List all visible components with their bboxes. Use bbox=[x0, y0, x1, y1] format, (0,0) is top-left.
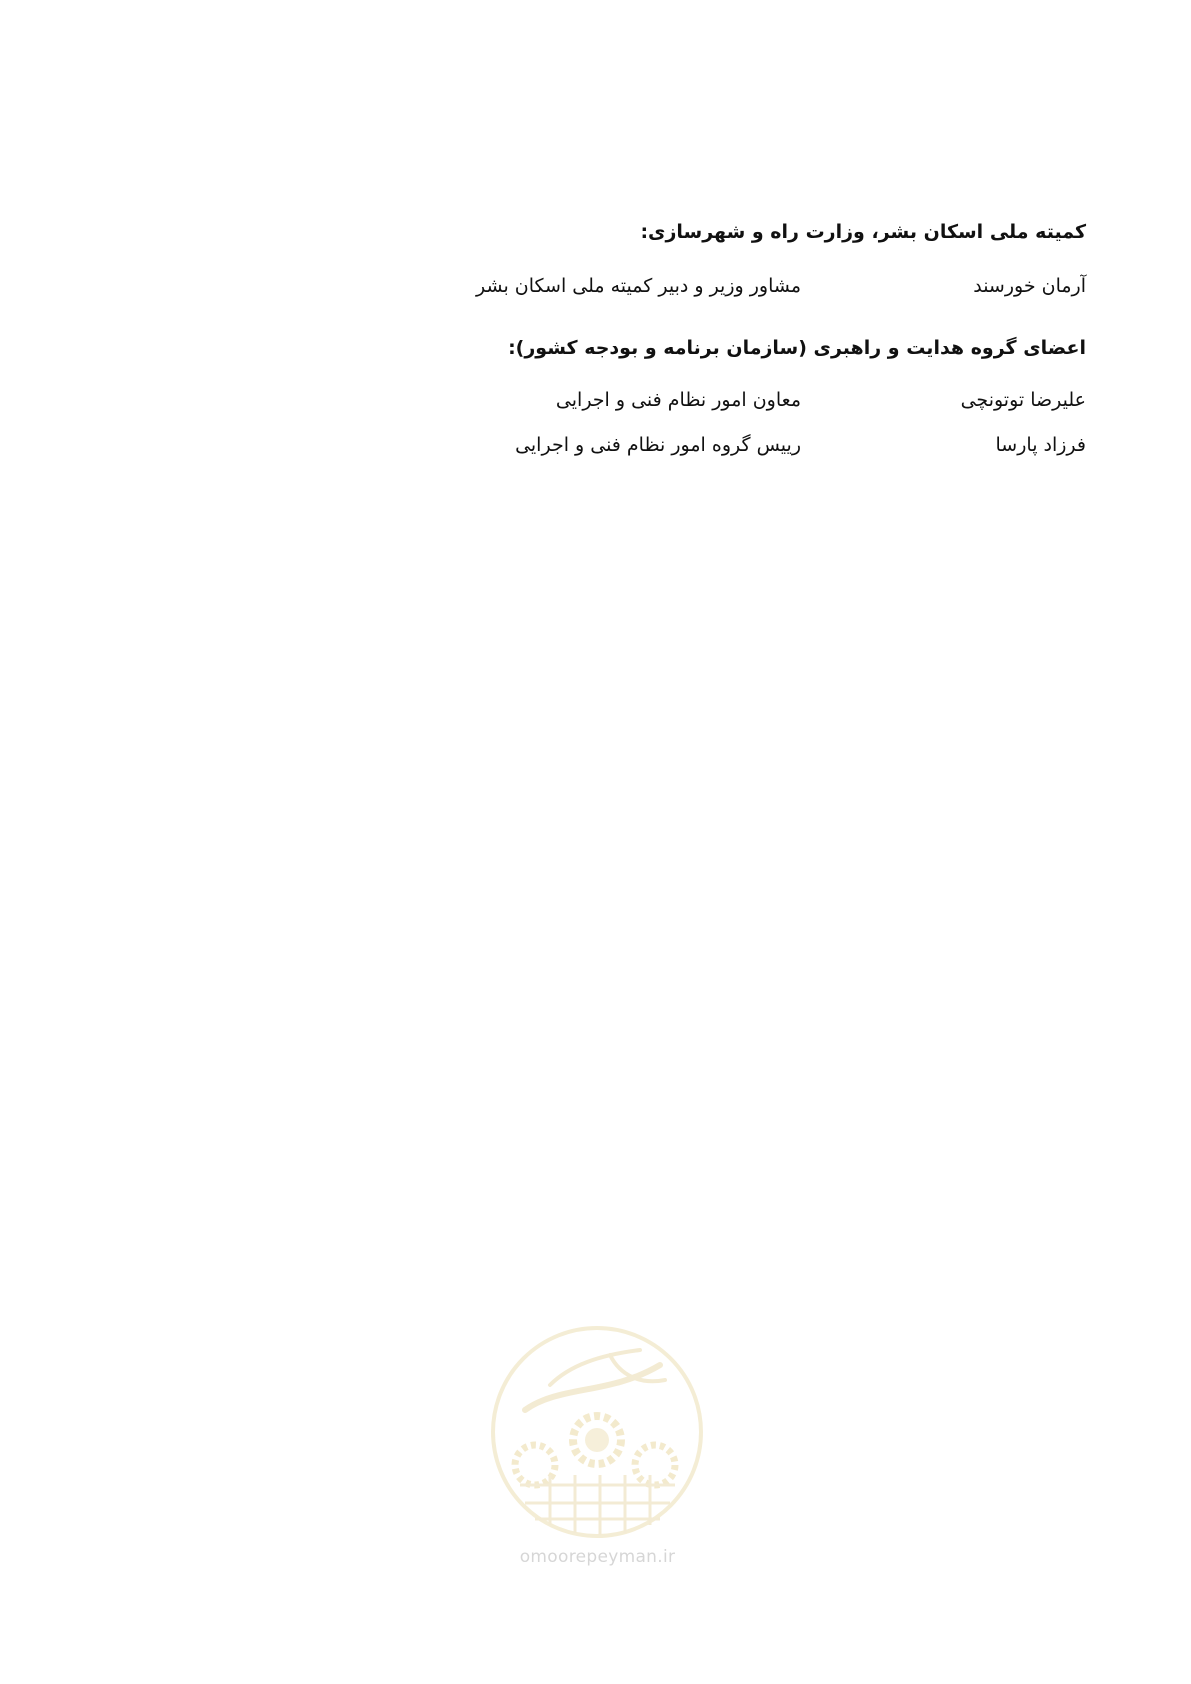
member-row bbox=[436, 386, 1086, 416]
section-heading-housing-committee: کمیته ملی اسکان بشر، وزارت راه و شهرسازی: bbox=[640, 221, 1086, 243]
member-name: علیرضا توتونچی bbox=[960, 389, 1086, 411]
member-name: آرمان خورسند bbox=[973, 275, 1086, 297]
member-row bbox=[436, 272, 1086, 302]
member-role: رییس گروه امور نظام فنی و اجرایی bbox=[515, 434, 801, 456]
omoore-peyman-logo-icon bbox=[490, 1325, 705, 1540]
member-name: فرزاد پارسا bbox=[995, 434, 1086, 456]
section-heading-steering-group: اعضای گروه هدایت و راهبری (سازمان برنامه و بودجه کشور): bbox=[508, 337, 1086, 359]
watermark-website: omoorepeyman.ir bbox=[519, 1547, 676, 1567]
member-row bbox=[436, 431, 1086, 461]
member-role: مشاور وزیر و دبیر کمیته ملی اسکان بشر bbox=[476, 275, 801, 297]
member-role: معاون امور نظام فنی و اجرایی bbox=[555, 389, 801, 411]
watermark-logo bbox=[490, 1325, 705, 1575]
